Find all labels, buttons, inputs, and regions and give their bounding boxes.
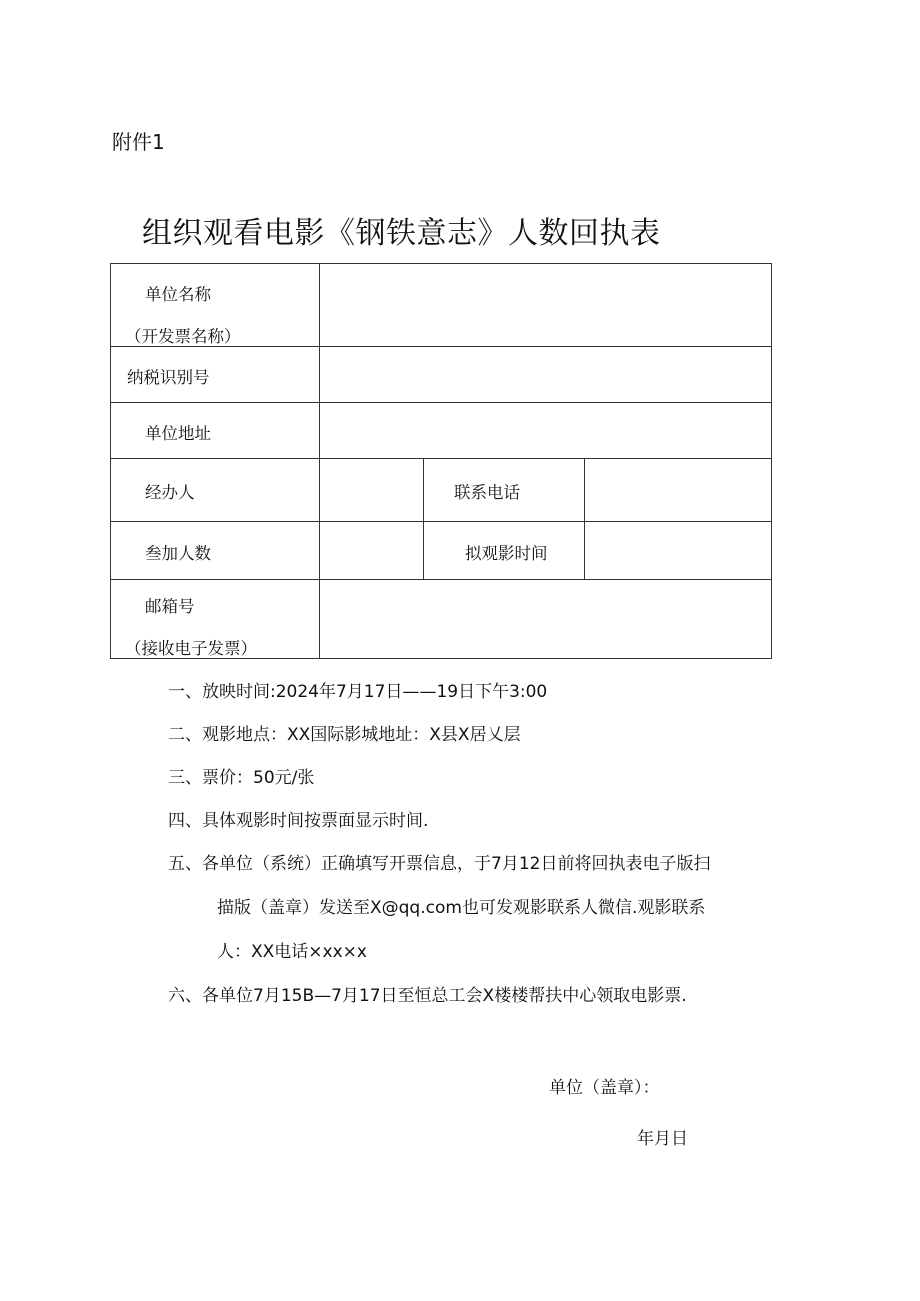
planned-time-label: 拟观影时间 <box>465 544 548 563</box>
tax-id-field[interactable] <box>323 350 763 398</box>
email-label: 邮箱号 <box>145 597 195 616</box>
unit-name-label: 单位名称 <box>145 285 211 304</box>
row-divider <box>111 521 771 522</box>
unit-seal-label: 单位（盖章）： <box>549 1078 660 1098</box>
note-item-5-line-3: 人：XX电话×xx×x <box>217 942 367 962</box>
unit-name-sub-label: （开发票名称） <box>125 327 241 346</box>
attendees-label: 叁加人数 <box>145 544 211 563</box>
unit-name-field[interactable] <box>323 268 763 342</box>
note-item-5-line-2: 描版（盖章）发送至X@qq.com也可发观影联系人微信.观影联系 <box>217 898 706 918</box>
email-field[interactable] <box>323 583 763 653</box>
tax-id-label: 纳税识别号 <box>127 368 210 387</box>
contact-phone-field[interactable] <box>588 462 763 517</box>
column-divider <box>319 264 320 658</box>
note-item-1: 一、放映时间:2024年7月17日——19日下午3:00 <box>168 682 548 702</box>
row-divider <box>111 402 771 403</box>
unit-address-label: 单位地址 <box>145 424 211 443</box>
unit-address-field[interactable] <box>323 406 763 454</box>
page-title: 组织观看电影《钢铁意志》人数回执表 <box>142 216 661 251</box>
note-item-5-line-1: 五、各单位（系统）正确填写开票信息，于7月12日前将回执表电子版扫 <box>168 854 711 874</box>
handler-label: 经办人 <box>145 483 195 502</box>
handler-field[interactable] <box>323 462 419 517</box>
note-item-2: 二、观影地点：XX国际影城地址：X县X居乂层 <box>168 725 521 745</box>
date-label: 年月日 <box>637 1129 688 1149</box>
row-divider <box>111 579 771 580</box>
note-item-4: 四、具体观影时间按票面显示时间. <box>168 811 429 831</box>
column-divider <box>584 458 585 579</box>
row-divider <box>111 458 771 459</box>
receipt-form-table <box>110 263 772 659</box>
attendees-field[interactable] <box>323 525 419 575</box>
email-sub-label: （接收电子发票） <box>125 639 257 658</box>
column-divider <box>423 458 424 579</box>
note-item-6: 六、各单位7月15B—7月17日至恒总工会X楼楼帮扶中心领取电影票. <box>168 986 687 1006</box>
contact-phone-label: 联系电话 <box>454 483 520 502</box>
attachment-label: 附件1 <box>112 130 165 154</box>
planned-time-field[interactable] <box>588 525 763 575</box>
note-item-3: 三、票价：50元/张 <box>168 768 315 788</box>
